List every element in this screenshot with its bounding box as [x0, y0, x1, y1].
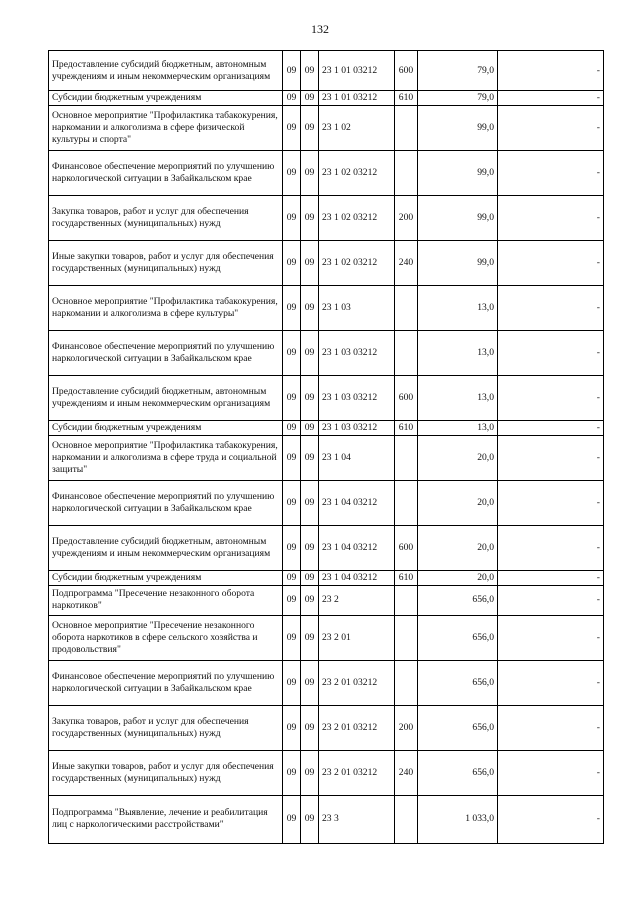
ved-code-cell: 09 — [283, 660, 301, 705]
amount-cell: 13,0 — [418, 420, 498, 435]
ved-code-cell: 09 — [283, 705, 301, 750]
row-name-cell: Закупка товаров, работ и услуг для обеспечения государственных (муниципальных) нужд — [49, 195, 283, 240]
dash-cell: - — [498, 435, 604, 480]
table-row — [49, 705, 604, 750]
expense-type-cell — [395, 480, 418, 525]
section-code-cell: 09 — [301, 585, 319, 615]
amount-cell: 13,0 — [418, 330, 498, 375]
row-name-cell: Субсидии бюджетным учреждениям — [49, 420, 283, 435]
target-article-cell: 23 1 04 03212 — [319, 570, 395, 585]
table-row — [49, 525, 604, 570]
target-article-cell: 23 1 04 03212 — [319, 480, 395, 525]
amount-cell: 656,0 — [418, 705, 498, 750]
expense-type-cell — [395, 795, 418, 843]
ved-code-cell: 09 — [283, 285, 301, 330]
row-name-cell: Финансовое обеспечение мероприятий по улучшению наркологической ситуации в Забайкальском крае — [49, 660, 283, 705]
section-code-cell: 09 — [301, 240, 319, 285]
section-code-cell: 09 — [301, 435, 319, 480]
row-name-cell: Предоставление субсидий бюджетным, автономным учреждениям и иным некоммерческим организациям — [49, 525, 283, 570]
expense-type-cell — [395, 150, 418, 195]
ved-code-cell: 09 — [283, 91, 301, 106]
dash-cell: - — [498, 525, 604, 570]
expense-type-cell — [395, 105, 418, 150]
dash-cell: - — [498, 330, 604, 375]
target-article-cell: 23 1 01 03212 — [319, 91, 395, 106]
budget-table — [48, 50, 604, 844]
section-code-cell: 09 — [301, 660, 319, 705]
ved-code-cell: 09 — [283, 525, 301, 570]
table-row — [49, 91, 604, 106]
section-code-cell: 09 — [301, 150, 319, 195]
target-article-cell: 23 1 03 03212 — [319, 330, 395, 375]
ved-code-cell: 09 — [283, 795, 301, 843]
dash-cell: - — [498, 285, 604, 330]
dash-cell: - — [498, 570, 604, 585]
amount-cell: 79,0 — [418, 91, 498, 106]
row-name-cell: Иные закупки товаров, работ и услуг для обеспечения государственных (муниципальных) нужд — [49, 240, 283, 285]
amount-cell: 99,0 — [418, 240, 498, 285]
section-code-cell: 09 — [301, 750, 319, 795]
table-row — [49, 750, 604, 795]
row-name-cell: Основное мероприятие "Пресечение незаконного оборота наркотиков в сфере сельского хозяйства и продовольствия" — [49, 615, 283, 660]
dash-cell: - — [498, 240, 604, 285]
table-row — [49, 660, 604, 705]
row-name-cell: Субсидии бюджетным учреждениям — [49, 570, 283, 585]
table-row — [49, 51, 604, 91]
ved-code-cell: 09 — [283, 105, 301, 150]
section-code-cell: 09 — [301, 525, 319, 570]
expense-type-cell — [395, 660, 418, 705]
target-article-cell: 23 1 03 — [319, 285, 395, 330]
dash-cell: - — [498, 375, 604, 420]
expense-type-cell: 610 — [395, 570, 418, 585]
expense-type-cell — [395, 615, 418, 660]
ved-code-cell: 09 — [283, 570, 301, 585]
ved-code-cell: 09 — [283, 435, 301, 480]
section-code-cell: 09 — [301, 330, 319, 375]
section-code-cell: 09 — [301, 705, 319, 750]
target-article-cell: 23 3 — [319, 795, 395, 843]
dash-cell: - — [498, 705, 604, 750]
table-row — [49, 330, 604, 375]
target-article-cell: 23 1 03 03212 — [319, 420, 395, 435]
dash-cell: - — [498, 91, 604, 106]
row-name-cell: Основное мероприятие "Профилактика табакокурения, наркомании и алкоголизма в сфере труда и социальной защиты" — [49, 435, 283, 480]
amount-cell: 13,0 — [418, 375, 498, 420]
amount-cell: 656,0 — [418, 750, 498, 795]
row-name-cell: Финансовое обеспечение мероприятий по улучшению наркологической ситуации в Забайкальском крае — [49, 330, 283, 375]
target-article-cell: 23 2 — [319, 585, 395, 615]
amount-cell: 20,0 — [418, 435, 498, 480]
amount-cell: 20,0 — [418, 480, 498, 525]
dash-cell: - — [498, 51, 604, 91]
target-article-cell: 23 2 01 03212 — [319, 750, 395, 795]
expense-type-cell — [395, 435, 418, 480]
amount-cell: 99,0 — [418, 150, 498, 195]
row-name-cell: Подпрограмма "Пресечение незаконного оборота наркотиков" — [49, 585, 283, 615]
dash-cell: - — [498, 195, 604, 240]
row-name-cell: Финансовое обеспечение мероприятий по улучшению наркологической ситуации в Забайкальском крае — [49, 150, 283, 195]
section-code-cell: 09 — [301, 795, 319, 843]
dash-cell: - — [498, 795, 604, 843]
amount-cell: 1 033,0 — [418, 795, 498, 843]
row-name-cell: Основное мероприятие "Профилактика табакокурения, наркомании и алкоголизма в сфере физической культуры и спорта" — [49, 105, 283, 150]
section-code-cell: 09 — [301, 615, 319, 660]
expense-type-cell: 240 — [395, 750, 418, 795]
target-article-cell: 23 1 04 — [319, 435, 395, 480]
ved-code-cell: 09 — [283, 750, 301, 795]
amount-cell: 20,0 — [418, 570, 498, 585]
dash-cell: - — [498, 585, 604, 615]
dash-cell: - — [498, 750, 604, 795]
target-article-cell: 23 1 01 03212 — [319, 51, 395, 91]
table-row — [49, 570, 604, 585]
ved-code-cell: 09 — [283, 51, 301, 91]
page-number: 132 — [311, 22, 329, 36]
expense-type-cell: 610 — [395, 420, 418, 435]
table-row — [49, 480, 604, 525]
expense-type-cell: 600 — [395, 375, 418, 420]
table-row — [49, 150, 604, 195]
amount-cell: 99,0 — [418, 195, 498, 240]
row-name-cell: Субсидии бюджетным учреждениям — [49, 91, 283, 106]
table-row — [49, 585, 604, 615]
expense-type-cell — [395, 330, 418, 375]
table-row — [49, 285, 604, 330]
target-article-cell: 23 1 04 03212 — [319, 525, 395, 570]
dash-cell: - — [498, 105, 604, 150]
dash-cell: - — [498, 420, 604, 435]
target-article-cell: 23 1 03 03212 — [319, 375, 395, 420]
section-code-cell: 09 — [301, 375, 319, 420]
amount-cell: 656,0 — [418, 615, 498, 660]
amount-cell: 20,0 — [418, 525, 498, 570]
ved-code-cell: 09 — [283, 375, 301, 420]
expense-type-cell: 200 — [395, 195, 418, 240]
section-code-cell: 09 — [301, 480, 319, 525]
target-article-cell: 23 2 01 03212 — [319, 660, 395, 705]
row-name-cell: Иные закупки товаров, работ и услуг для обеспечения государственных (муниципальных) нужд — [49, 750, 283, 795]
table-row — [49, 240, 604, 285]
dash-cell: - — [498, 150, 604, 195]
amount-cell: 656,0 — [418, 660, 498, 705]
ved-code-cell: 09 — [283, 240, 301, 285]
expense-type-cell: 610 — [395, 91, 418, 106]
section-code-cell: 09 — [301, 285, 319, 330]
expense-type-cell: 600 — [395, 525, 418, 570]
table-row — [49, 435, 604, 480]
target-article-cell: 23 2 01 — [319, 615, 395, 660]
row-name-cell: Предоставление субсидий бюджетным, автономным учреждениям и иным некоммерческим организациям — [49, 51, 283, 91]
amount-cell: 656,0 — [418, 585, 498, 615]
ved-code-cell: 09 — [283, 150, 301, 195]
dash-cell: - — [498, 660, 604, 705]
dash-cell: - — [498, 615, 604, 660]
row-name-cell: Подпрограмма "Выявление, лечение и реабилитация лиц с наркологическими расстройствами" — [49, 795, 283, 843]
table-row — [49, 105, 604, 150]
row-name-cell: Основное мероприятие "Профилактика табакокурения, наркомании и алкоголизма в сфере культуры" — [49, 285, 283, 330]
section-code-cell: 09 — [301, 105, 319, 150]
section-code-cell: 09 — [301, 91, 319, 106]
expense-type-cell: 600 — [395, 51, 418, 91]
table-row — [49, 615, 604, 660]
ved-code-cell: 09 — [283, 480, 301, 525]
section-code-cell: 09 — [301, 51, 319, 91]
dash-cell: - — [498, 480, 604, 525]
ved-code-cell: 09 — [283, 585, 301, 615]
target-article-cell: 23 2 01 03212 — [319, 705, 395, 750]
section-code-cell: 09 — [301, 420, 319, 435]
ved-code-cell: 09 — [283, 195, 301, 240]
section-code-cell: 09 — [301, 570, 319, 585]
amount-cell: 99,0 — [418, 105, 498, 150]
table-row — [49, 420, 604, 435]
ved-code-cell: 09 — [283, 615, 301, 660]
table-row — [49, 795, 604, 843]
target-article-cell: 23 1 02 03212 — [319, 240, 395, 285]
amount-cell: 13,0 — [418, 285, 498, 330]
target-article-cell: 23 1 02 03212 — [319, 195, 395, 240]
section-code-cell: 09 — [301, 195, 319, 240]
table-row — [49, 195, 604, 240]
expense-type-cell: 240 — [395, 240, 418, 285]
ved-code-cell: 09 — [283, 420, 301, 435]
ved-code-cell: 09 — [283, 330, 301, 375]
row-name-cell: Закупка товаров, работ и услуг для обеспечения государственных (муниципальных) нужд — [49, 705, 283, 750]
table-row — [49, 375, 604, 420]
amount-cell: 79,0 — [418, 51, 498, 91]
expense-type-cell — [395, 285, 418, 330]
row-name-cell: Предоставление субсидий бюджетным, автономным учреждениям и иным некоммерческим организациям — [49, 375, 283, 420]
target-article-cell: 23 1 02 — [319, 105, 395, 150]
target-article-cell: 23 1 02 03212 — [319, 150, 395, 195]
expense-type-cell — [395, 585, 418, 615]
expense-type-cell: 200 — [395, 705, 418, 750]
row-name-cell: Финансовое обеспечение мероприятий по улучшению наркологической ситуации в Забайкальском крае — [49, 480, 283, 525]
